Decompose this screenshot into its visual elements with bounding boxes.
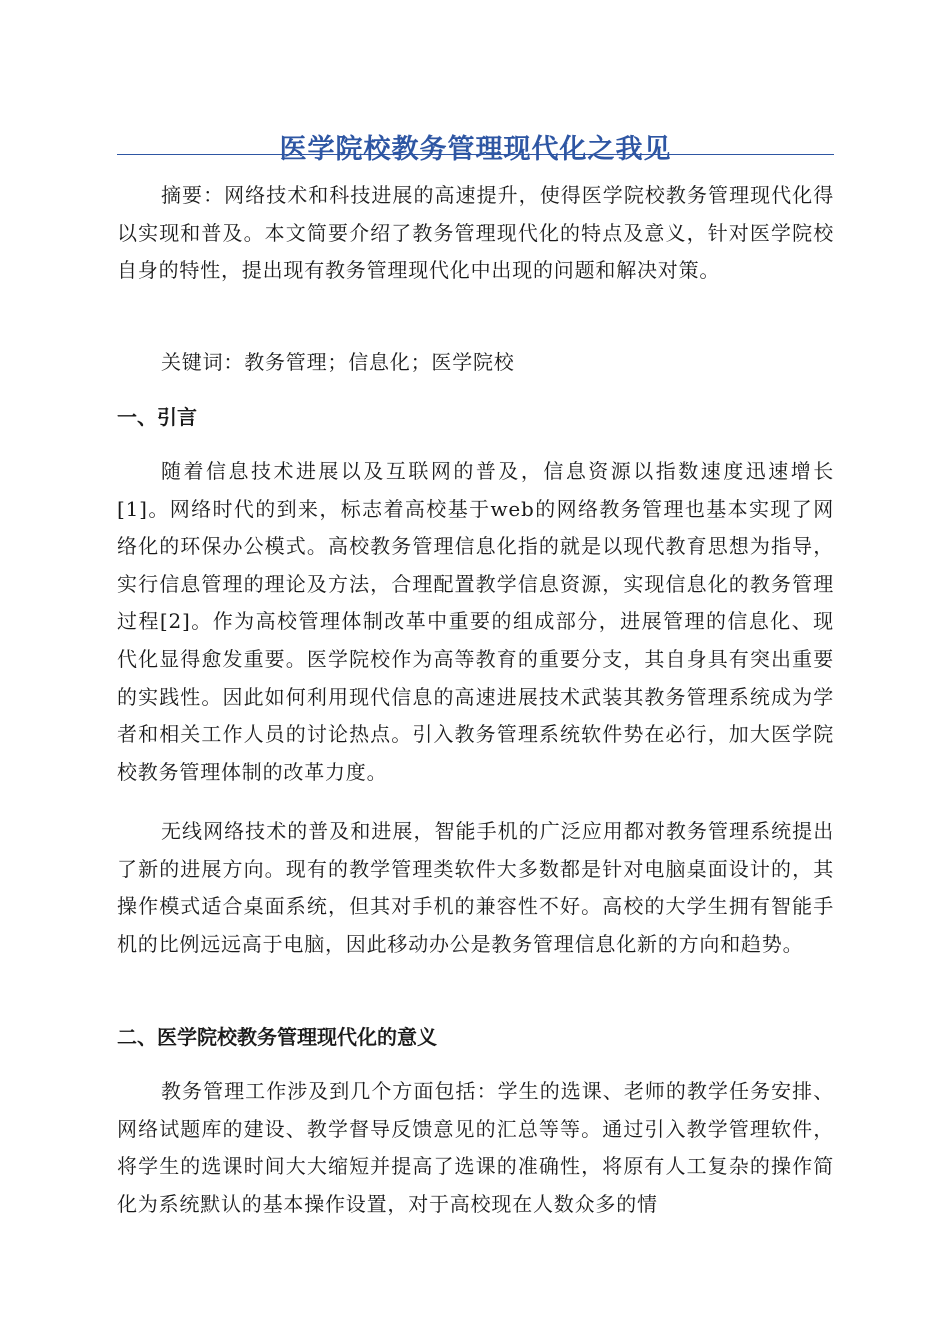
abstract-paragraph: 摘要：网络技术和科技进展的高速提升，使得医学院校教务管理现代化得以实现和普及。本文简要介绍了教务管理现代化的特点及意义，针对医学院校自身的特性，提出现有教务管理现代化中出现的问题和解决对策。 <box>117 183 834 283</box>
document-title: 医学院校教务管理现代化之我见 <box>279 134 672 166</box>
keywords-line: 关键词：教务管理；信息化；医学院校 <box>161 350 515 374</box>
section-heading-introduction: 一、引言 <box>117 405 197 429</box>
title-underline <box>117 154 834 155</box>
section-heading-significance: 二、医学院校教务管理现代化的意义 <box>117 1025 437 1049</box>
body-paragraph: 随着信息技术进展以及互联网的普及，信息资源以指数速度迅速增长[1]。网络时代的到来，标志着高校基于web的网络教务管理也基本实现了网络化的环保办公模式。高校教务管理信息化指的就是以现代教育思想为指导，实行信息管理的理论及方法，合理配置教学信息资源，实现信息化的教务管理过程[2]。作为高校管理体制改革中重要的组成部分，进展管理的信息化、现代化显得愈发重要。医学院校作为高等教育的重要分支，其自身具有突出重要的实践性。因此如何利用现代信息的高速进展技术武装其教务管理系统成为学者和相关工作人员的讨论热点。引入教务管理系统软件势在必行，加大医学院校教务管理体制的改革力度。 <box>117 459 834 784</box>
body-paragraph: 教务管理工作涉及到几个方面包括：学生的选课、老师的教学任务安排、网络试题库的建设、教学督导反馈意见的汇总等等。通过引入教学管理软件，将学生的选课时间大大缩短并提高了选课的准确性，将原有人工复杂的操作简化为系统默认的基本操作设置，对于高校现在人数众多的情 <box>117 1079 834 1216</box>
body-paragraph: 无线网络技术的普及和进展，智能手机的广泛应用都对教务管理系统提出了新的进展方向。现有的教学管理类软件大多数都是针对电脑桌面设计的，其操作模式适合桌面系统，但其对手机的兼容性不好。高校的大学生拥有智能手机的比例远远高于电脑，因此移动办公是教务管理信息化新的方向和趋势。 <box>117 819 834 956</box>
